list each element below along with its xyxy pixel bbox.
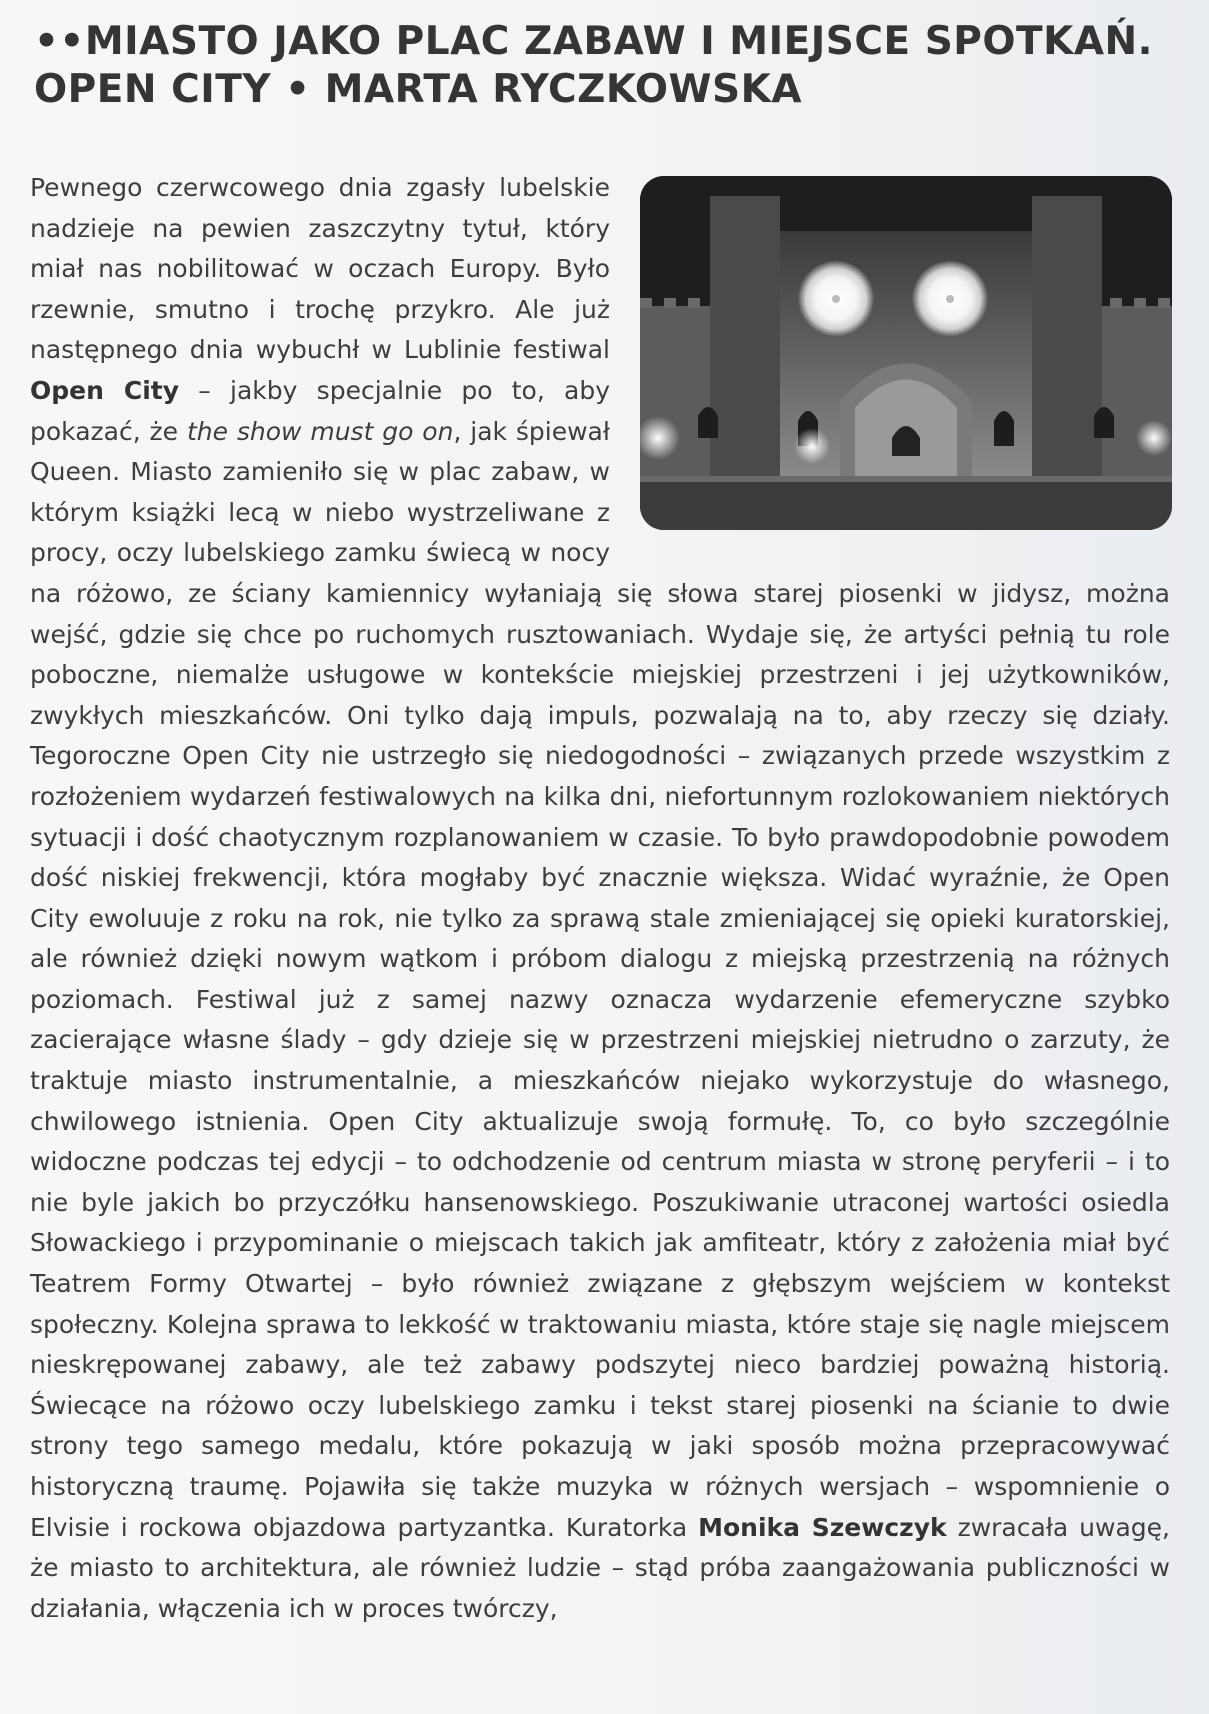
festival-name: Open City <box>30 375 180 405</box>
article-body <box>30 168 1170 1629</box>
title-line-2: OPEN CITY • MARTA RYCZKOWSKA <box>34 67 803 112</box>
song-quote: the show must go on <box>186 416 454 446</box>
curator-name: Monika Szewczyk <box>698 1512 947 1542</box>
image-wrap-space <box>610 168 1170 572</box>
body-text-1: Pewnego czerwcowego dnia zgasły lubelskie nadzieje na pewien zaszczytny tytuł, który miał nas nobilitować w oczach Europy. Było rzewnie, smutno i trochę przykro. Ale już następnego dnia wybuchł w Lublinie festiwal <box>30 173 610 365</box>
title-line-1: ••MIASTO JAKO PLAC ZABAW I MIEJSCE SPOTKAŃ. <box>34 19 1153 64</box>
body-text-2: – jakby specjalnie po to, aby pokazać, że <box>30 375 610 446</box>
article-title <box>34 18 1174 114</box>
body-text-3: , jak śpiewał Queen. Miasto zamieniło się w plac zabaw, w którym książki lecą w niebo wystrzeliwane z procy, oczy lubelskiego zamku świecą w nocy na różowo, ze ściany kamiennicy wyłaniają się słowa starej piosenki w jidysz, można wejść, gdzie się chce po ruchomych rusztowaniach. Wydaje się, że artyści pełnią tu role poboczne, niemalże usługowe w kontekście miejskiej przestrzeni i jej użytkowników, zwykłych mieszkańców. Oni tylko dają impuls, pozwalają na to, aby rzeczy się działy. Tegoroczne Open City nie ustrzegło się niedogodności – związanych przede wszystkim z rozłożeniem wydarzeń festiwalowych na kilka dni, niefortunnym rozlokowaniem niektórych sytuacji i dość chaotycznym rozplanowaniem w czasie. To było prawdopodobnie powodem dość niskiej frekwencji, która mogłaby być znacznie większa. Widać wyraźnie, że Open City ewoluuje z roku na rok, nie tylko za sprawą stale zmieniającej się opieki kuratorskiej, ale również dzięki nowym wątkom i próbom dialogu z miejską przestrzenią na różnych poziomach. Festiwal już z samej nazwy oznacza wydarzenie efemeryczne szybko zacierające własne ślady – gdy dzieje się w przestrzeni miejskiej nietrudno o zarzuty, że traktuje miasto instrumentalnie, a mieszkańców niejako wykorzystuje do własnego, chwilowego istnienia. Open City aktualizuje swoją formułę. To, co było szczególnie widoczne podczas tej edycji – to odchodzenie od centrum miasta w stronę peryferii – i to nie byle jakich bo przyczółku hansenowskiego. Poszukiwanie utraconej wartości osiedla Słowackiego i przypominanie o miejscach takich jak amfiteatr, który z założenia miał być Teatrem Formy Otwartej – było również związane z głębszym wejściem w kontekst społeczny. Kolejna sprawa to lekkość w traktowaniu miasta, które staje się nagle miejscem nieskrępowanej zabawy, ale też zabawy podszytej nieco bardziej poważną historią. Świecące na różowo oczy lubelskiego zamku i tekst starej piosenki na ścianie to dwie strony tego samego medalu, które pokazują w jaki sposób można przepracowywać historyczną traumę. Pojawiła się także muzyka w różnych wersjach – wspomnienie o Elvisie i rockowa objazdowa partyzantka. Kuratorka <box>30 416 1170 1542</box>
body-text-4: zwracała uwagę, że miasto to architektura, ale również ludzie – stąd próba zaangażowania publiczności w działania, włączenia ich w proces twórczy, <box>30 1512 1170 1623</box>
